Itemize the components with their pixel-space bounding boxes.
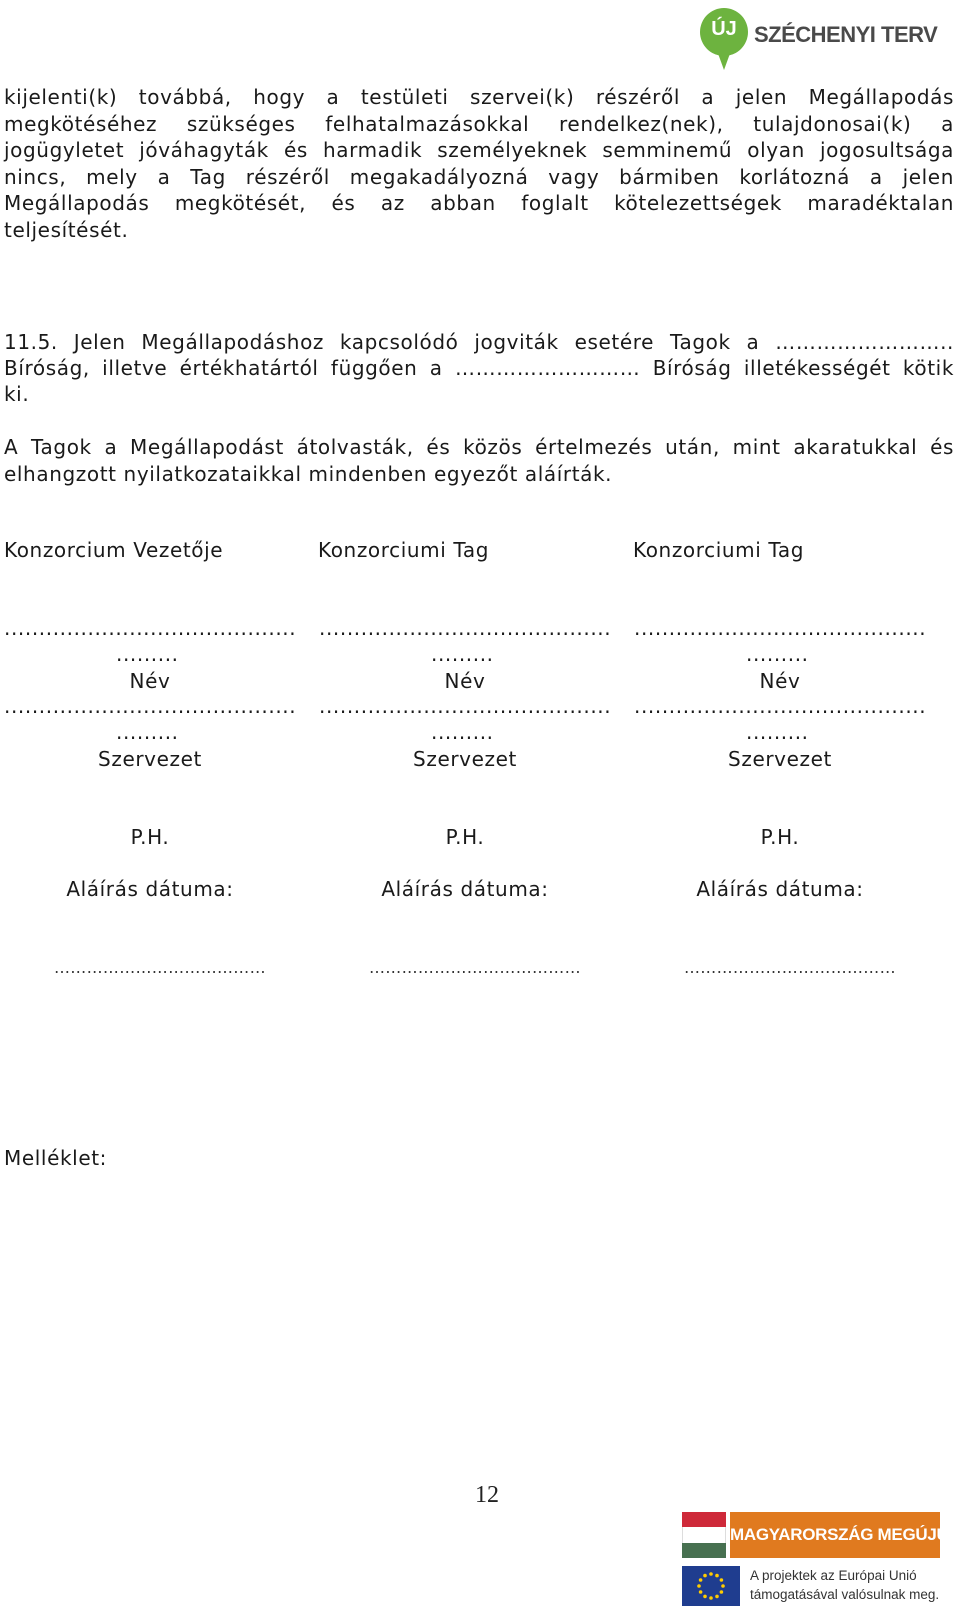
eu-funding-line-2: támogatásával valósulnak meg. bbox=[750, 1587, 940, 1602]
name-label: Név bbox=[129, 669, 171, 693]
organization-label: Szervezet bbox=[98, 747, 202, 771]
name-dotted-line-end: ......... bbox=[431, 642, 494, 666]
organization-label: Szervezet bbox=[728, 747, 832, 771]
signature-heading-leader: Konzorcium Vezetője bbox=[4, 538, 224, 562]
name-label: Név bbox=[759, 669, 801, 693]
organization-dotted-line-end: ......... bbox=[116, 720, 179, 744]
name-dotted-line-end: ......... bbox=[116, 642, 179, 666]
paragraph-agreement-signed: A Tagok a Megállapodást átolvasták, és közös értelmezés után, mint akaratukkal és elhangzott nyilatkozataikkal mindenben egyezőt aláírták. bbox=[4, 435, 954, 486]
name-dotted-line: .......................................... bbox=[634, 616, 927, 640]
hungarian-flag-icon bbox=[682, 1512, 726, 1558]
eu-funding-line-1: A projektek az Európai Unió bbox=[750, 1568, 917, 1583]
szechenyi-terv-logo bbox=[700, 6, 940, 82]
name-dotted-line: .......................................... bbox=[4, 616, 297, 640]
signature-date-dotted-line: ………………………………… bbox=[369, 958, 581, 977]
organization-label: Szervezet bbox=[413, 747, 517, 771]
organization-dotted-line: .......................................... bbox=[4, 694, 297, 718]
page-number: 12 bbox=[475, 1482, 499, 1508]
eu-flag-icon bbox=[682, 1566, 740, 1606]
organization-dotted-line: .......................................... bbox=[319, 694, 612, 718]
logo-wordmark: SZÉCHENYI TERV bbox=[754, 22, 938, 47]
name-dotted-line: .......................................... bbox=[319, 616, 612, 640]
organization-dotted-line-end: ......... bbox=[431, 720, 494, 744]
organization-dotted-line-end: ......... bbox=[746, 720, 809, 744]
stamp-label: P.H. bbox=[445, 825, 485, 849]
signature-date-label: Aláírás dátuma: bbox=[66, 877, 234, 901]
signature-date-dotted-line: ………………………………… bbox=[54, 958, 266, 977]
paragraph-declaration: kijelenti(k) továbbá, hogy a testületi szervei(k) részéről a jelen Megállapodás megkötéséhez szükséges felhatalmazásokkal rendelkez(nek), tulajdonosai(k) a jogügyletet jóváhagyták és harmadik személyeknek semminemű olyan jogosultsága nincs, mely a Tag részéről megakadályozná vagy bármiben korlátozná a jelen Megállapodás megkötését, és az abban foglalt kötelezettségek maradéktalan teljesítését. bbox=[4, 85, 954, 242]
signature-heading-member-2: Konzorciumi Tag bbox=[633, 538, 805, 562]
name-dotted-line-end: ......... bbox=[746, 642, 809, 666]
signature-heading-member-1: Konzorciumi Tag bbox=[318, 538, 490, 562]
section-11-5-line-2: Bíróság, illetve értékhatártól függően a ……………………… Bíróság illetékességét kötik bbox=[4, 356, 954, 380]
attachment-label: Melléklet: bbox=[4, 1146, 108, 1170]
signature-date-label: Aláírás dátuma: bbox=[696, 877, 864, 901]
signature-date-dotted-line: ………………………………… bbox=[684, 958, 896, 977]
name-label: Név bbox=[444, 669, 486, 693]
eu-funding-notice bbox=[750, 1566, 939, 1604]
stamp-label: P.H. bbox=[130, 825, 170, 849]
signature-date-label: Aláírás dátuma: bbox=[381, 877, 549, 901]
section-11-5-line-3: ki. bbox=[4, 382, 30, 406]
section-11-5-line-1: 11.5. Jelen Megállapodáshoz kapcsolódó jogviták esetére Tagok a …………………….. bbox=[4, 330, 954, 354]
magyarorszag-megujul-banner: MAGYARORSZÁG MEGÚJUL bbox=[730, 1512, 940, 1558]
stamp-label: P.H. bbox=[760, 825, 800, 849]
organization-dotted-line: .......................................... bbox=[634, 694, 927, 718]
logo-badge-text: ÚJ bbox=[711, 18, 737, 40]
